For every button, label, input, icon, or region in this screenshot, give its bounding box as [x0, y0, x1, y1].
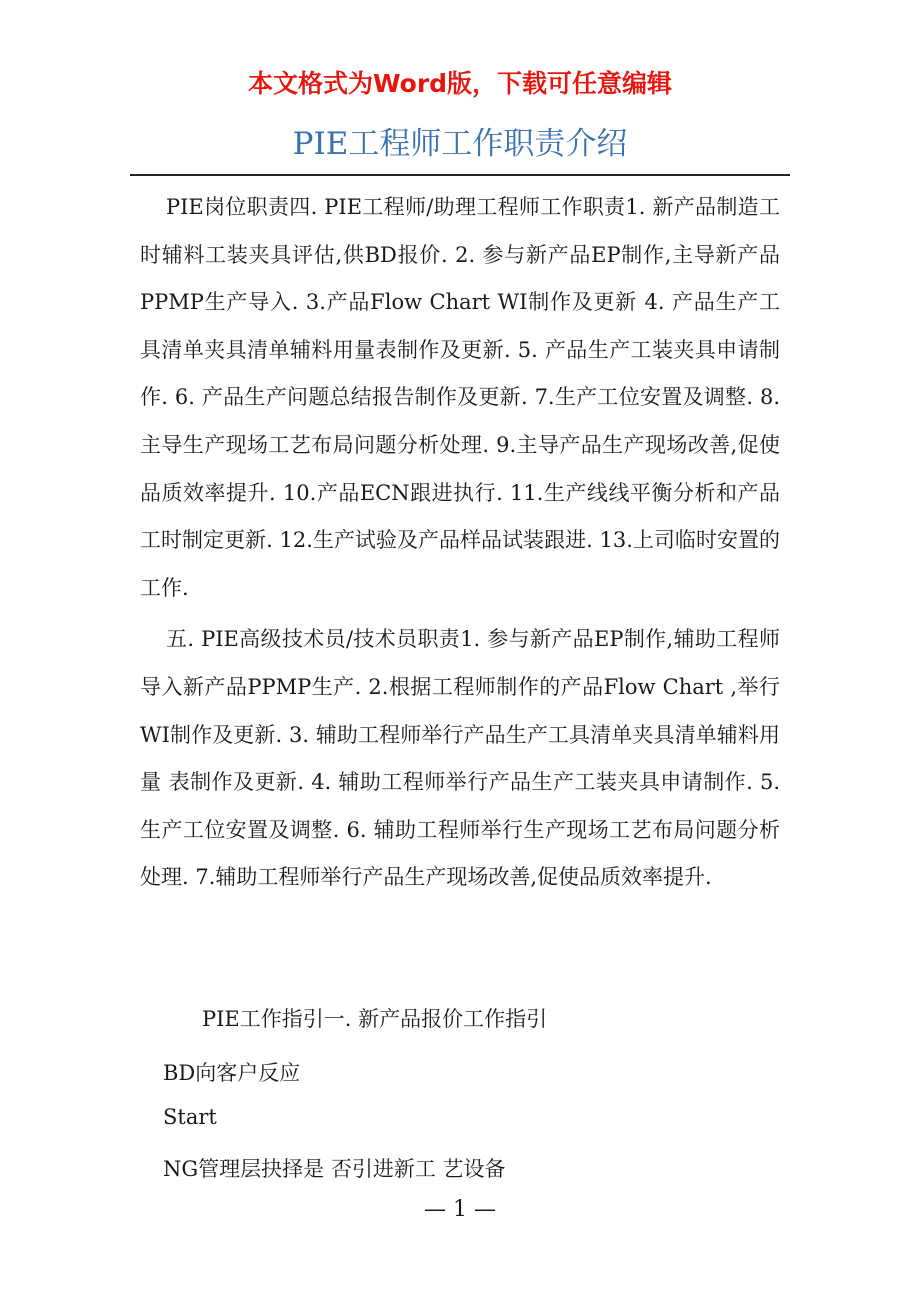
- page-number: — 1 —: [424, 1197, 496, 1222]
- work-guide-heading: PIE工作指引一. 新产品报价工作指引: [202, 1007, 548, 1031]
- paragraph-technician-duties: 五. PIE高级技术员/技术员职责1. 参与新产品EP制作,辅助工程师导入新产品PPMP生产. 2.根据工程师制作的产品Flow Chart ,举行WI制作及更新. 3. 辅助工程师举行产品生产工具清单夹具清单辅料用量 表制作及更新. 4. 辅助工程师举行产品生产工装夹具申请制作. 5.生产工位安置及调整. 6. 辅助工程师举行生产现场工艺布局问题分析处理. 7.辅助工程师举行产品生产现场改善,促使品质效率提升.: [140, 627, 780, 890]
- flow-label-start: Start: [163, 1105, 217, 1129]
- title-divider: [130, 174, 790, 176]
- format-notice-banner: 本文格式为Word版，下载可任意编辑: [247, 69, 673, 98]
- document-body: [140, 184, 780, 902]
- flow-label-decision: NG管理层抉择是 否引进新工 艺设备: [163, 1157, 506, 1181]
- document-title: PIE工程师工作职责介绍: [292, 126, 628, 162]
- flow-label-bd: BD向客户反应: [163, 1061, 301, 1085]
- paragraph-pie-engineer-duties: PIE岗位职责四. PIE工程师/助理工程师工作职责1. 新产品制造工时辅料工装夹具评估,供BD报价. 2. 参与新产品EP制作,主导新产品PPMP生产导入. 3.产品Flow Chart WI制作及更新 4. 产品生产工具清单夹具清单辅料用量表制作及更新. 5. 产品生产工装夹具申请制作. 6. 产品生产问题总结报告制作及更新. 7.生产工位安置及调整. 8.主导生产现场工艺布局问题分析处理. 9.主导产品生产现场改善,促使品质效率提升. 10.产品ECN跟进执行. 11.生产线线平衡分析和产品工时制定更新. 12.生产试验及产品样品试装跟进. 13.上司临时安置的工作.: [140, 195, 780, 600]
